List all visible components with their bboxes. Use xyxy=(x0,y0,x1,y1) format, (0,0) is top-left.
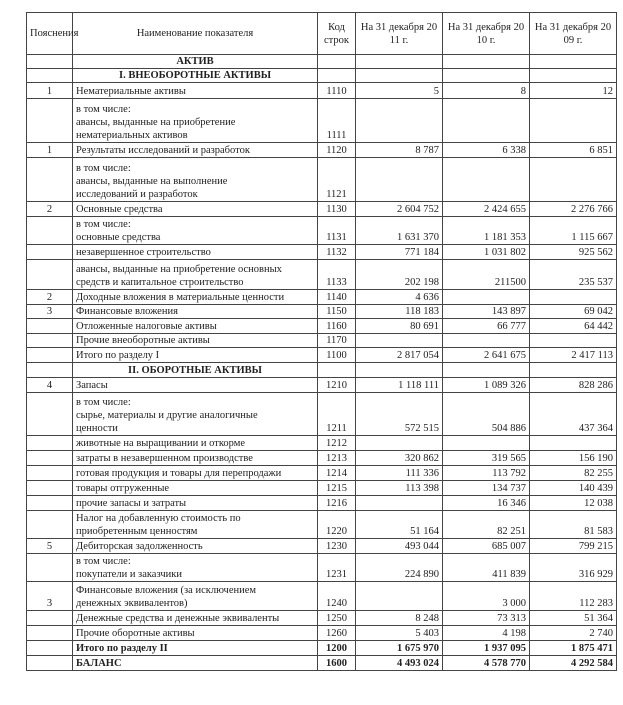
row-value-2011: 1 118 111 xyxy=(356,378,443,393)
row-name: Результаты исследований и разработок xyxy=(73,143,318,158)
row-value-2010 xyxy=(443,334,530,348)
row-name: в том числе: авансы, выданные на выполнение исследований и разработок xyxy=(73,158,318,202)
empty-cell xyxy=(530,363,617,378)
row-name: авансы, выданные на приобретение основных средств и капитальное строительство xyxy=(73,260,318,290)
row-value-2009: 2 740 xyxy=(530,626,617,641)
table-row xyxy=(27,305,617,319)
row-code: 1140 xyxy=(318,290,356,305)
row-note: 1 xyxy=(27,143,73,158)
row-name: прочие запасы и затраты xyxy=(73,496,318,511)
row-note xyxy=(27,641,73,656)
row-value-2010: 143 897 xyxy=(443,305,530,319)
row-value-2009: 316 929 xyxy=(530,554,617,582)
row-name: Прочие внеоборотные активы xyxy=(73,334,318,348)
table-row xyxy=(27,511,617,539)
table-row xyxy=(27,626,617,641)
table-row xyxy=(27,143,617,158)
row-value-2010: 82 251 xyxy=(443,511,530,539)
section-title: I. ВНЕОБОРОТНЫЕ АКТИВЫ xyxy=(73,69,318,83)
row-value-2010: 411 839 xyxy=(443,554,530,582)
table-row xyxy=(27,481,617,496)
row-value-2009: 140 439 xyxy=(530,481,617,496)
row-code: 1133 xyxy=(318,260,356,290)
row-code: 1214 xyxy=(318,466,356,481)
row-note xyxy=(27,611,73,626)
row-note xyxy=(27,466,73,481)
aktiv-heading-row xyxy=(27,55,617,69)
row-value-2011: 4 493 024 xyxy=(356,656,443,671)
table-row xyxy=(27,656,617,671)
row-code: 1213 xyxy=(318,451,356,466)
row-value-2009: 112 283 xyxy=(530,582,617,611)
row-code: 1240 xyxy=(318,582,356,611)
row-value-2010: 319 565 xyxy=(443,451,530,466)
row-name: Доходные вложения в материальные ценности xyxy=(73,290,318,305)
row-note xyxy=(27,436,73,451)
row-value-2011: 2 604 752 xyxy=(356,202,443,217)
row-code: 1600 xyxy=(318,656,356,671)
section-1-heading-row xyxy=(27,69,617,83)
table-row xyxy=(27,436,617,451)
table-row xyxy=(27,83,617,99)
row-name: в том числе: авансы, выданные на приобретение нематериальных активов xyxy=(73,99,318,143)
row-value-2011: 4 636 xyxy=(356,290,443,305)
row-name: затраты в незавершенном производстве xyxy=(73,451,318,466)
row-name: животные на выращивании и откорме xyxy=(73,436,318,451)
row-name: Основные средства xyxy=(73,202,318,217)
row-code: 1132 xyxy=(318,245,356,260)
row-note xyxy=(27,656,73,671)
row-value-2011: 771 184 xyxy=(356,245,443,260)
row-code: 1111 xyxy=(318,99,356,143)
table-row xyxy=(27,245,617,260)
balance-sheet-table xyxy=(26,12,617,671)
row-code: 1200 xyxy=(318,641,356,656)
empty-cell xyxy=(530,69,617,83)
row-value-2009: 1 115 667 xyxy=(530,217,617,245)
row-code: 1110 xyxy=(318,83,356,99)
empty-cell xyxy=(356,55,443,69)
table-row xyxy=(27,451,617,466)
row-note xyxy=(27,334,73,348)
empty-cell xyxy=(356,363,443,378)
row-value-2009: 4 292 584 xyxy=(530,656,617,671)
row-note: 2 xyxy=(27,290,73,305)
row-value-2011 xyxy=(356,496,443,511)
row-code: 1121 xyxy=(318,158,356,202)
row-code: 1216 xyxy=(318,496,356,511)
row-value-2011: 572 515 xyxy=(356,393,443,436)
row-note xyxy=(27,451,73,466)
row-value-2010: 685 007 xyxy=(443,539,530,554)
row-note xyxy=(27,260,73,290)
header-year-2010: На 31 декабря 20 10 г. xyxy=(443,13,530,55)
row-name: Нематериальные активы xyxy=(73,83,318,99)
row-name: в том числе: основные средства xyxy=(73,217,318,245)
row-code: 1120 xyxy=(318,143,356,158)
row-value-2011: 493 044 xyxy=(356,539,443,554)
row-note xyxy=(27,481,73,496)
empty-cell xyxy=(443,69,530,83)
row-note: 1 xyxy=(27,83,73,99)
row-name: Итого по разделу II xyxy=(73,641,318,656)
row-note xyxy=(27,245,73,260)
row-name: Денежные средства и денежные эквиваленты xyxy=(73,611,318,626)
row-note xyxy=(27,511,73,539)
note-cell xyxy=(27,69,73,83)
row-code: 1220 xyxy=(318,511,356,539)
table-row xyxy=(27,334,617,348)
row-name: Налог на добавленную стоимость по приобретенным ценностям xyxy=(73,511,318,539)
row-name: Финансовые вложения (за исключением денежных эквивалентов) xyxy=(73,582,318,611)
row-note xyxy=(27,496,73,511)
table-row xyxy=(27,99,617,143)
row-value-2009 xyxy=(530,334,617,348)
row-value-2009: 925 562 xyxy=(530,245,617,260)
row-value-2010: 2 424 655 xyxy=(443,202,530,217)
row-code: 1212 xyxy=(318,436,356,451)
row-value-2009: 64 442 xyxy=(530,319,617,334)
row-value-2009: 51 364 xyxy=(530,611,617,626)
table-row xyxy=(27,260,617,290)
row-value-2011: 8 787 xyxy=(356,143,443,158)
header-name: Наименование показателя xyxy=(73,13,318,55)
row-code: 1100 xyxy=(318,348,356,363)
row-note xyxy=(27,319,73,334)
table-row xyxy=(27,217,617,245)
empty-cell xyxy=(318,69,356,83)
row-value-2011 xyxy=(356,158,443,202)
row-value-2011: 8 248 xyxy=(356,611,443,626)
row-value-2011: 5 xyxy=(356,83,443,99)
row-value-2009: 235 537 xyxy=(530,260,617,290)
row-note xyxy=(27,348,73,363)
row-value-2009: 12 xyxy=(530,83,617,99)
row-note xyxy=(27,99,73,143)
row-value-2009: 828 286 xyxy=(530,378,617,393)
row-value-2011: 2 817 054 xyxy=(356,348,443,363)
row-value-2010: 66 777 xyxy=(443,319,530,334)
row-name: Итого по разделу I xyxy=(73,348,318,363)
row-note: 4 xyxy=(27,378,73,393)
row-name: товары отгруженные xyxy=(73,481,318,496)
row-value-2009 xyxy=(530,99,617,143)
section-title: II. ОБОРОТНЫЕ АКТИВЫ xyxy=(73,363,318,378)
row-value-2011: 118 183 xyxy=(356,305,443,319)
row-value-2010 xyxy=(443,436,530,451)
row-code: 1230 xyxy=(318,539,356,554)
row-value-2010: 4 198 xyxy=(443,626,530,641)
row-code: 1260 xyxy=(318,626,356,641)
table-row xyxy=(27,202,617,217)
row-name: в том числе: сырье, материалы и другие аналогичные ценности xyxy=(73,393,318,436)
row-value-2009 xyxy=(530,436,617,451)
row-code: 1215 xyxy=(318,481,356,496)
table-row xyxy=(27,496,617,511)
table-row xyxy=(27,582,617,611)
table-row xyxy=(27,319,617,334)
row-note xyxy=(27,554,73,582)
section-2-heading-row xyxy=(27,363,617,378)
row-value-2009: 2 417 113 xyxy=(530,348,617,363)
row-value-2011: 80 691 xyxy=(356,319,443,334)
row-value-2009: 799 215 xyxy=(530,539,617,554)
row-value-2009: 82 255 xyxy=(530,466,617,481)
row-code: 1131 xyxy=(318,217,356,245)
row-code: 1150 xyxy=(318,305,356,319)
header-year-2011: На 31 декабря 20 11 г. xyxy=(356,13,443,55)
row-code: 1250 xyxy=(318,611,356,626)
row-value-2011: 111 336 xyxy=(356,466,443,481)
row-value-2011: 202 198 xyxy=(356,260,443,290)
table-row xyxy=(27,466,617,481)
row-code: 1231 xyxy=(318,554,356,582)
row-value-2009: 2 276 766 xyxy=(530,202,617,217)
row-value-2009: 6 851 xyxy=(530,143,617,158)
row-name: БАЛАНС xyxy=(73,656,318,671)
empty-cell xyxy=(318,55,356,69)
row-value-2010: 1 937 095 xyxy=(443,641,530,656)
header-code: Код строк xyxy=(318,13,356,55)
row-value-2010: 3 000 xyxy=(443,582,530,611)
row-value-2010: 504 886 xyxy=(443,393,530,436)
row-value-2009: 1 875 471 xyxy=(530,641,617,656)
row-value-2010: 6 338 xyxy=(443,143,530,158)
row-note xyxy=(27,217,73,245)
row-name: Запасы xyxy=(73,378,318,393)
empty-cell xyxy=(443,55,530,69)
table-row xyxy=(27,378,617,393)
row-name: незавершенное строительство xyxy=(73,245,318,260)
row-value-2011: 51 164 xyxy=(356,511,443,539)
row-value-2010: 134 737 xyxy=(443,481,530,496)
row-note: 2 xyxy=(27,202,73,217)
row-code: 1211 xyxy=(318,393,356,436)
table-row xyxy=(27,641,617,656)
note-cell xyxy=(27,55,73,69)
row-value-2010: 1 089 326 xyxy=(443,378,530,393)
row-code: 1170 xyxy=(318,334,356,348)
row-value-2010: 113 792 xyxy=(443,466,530,481)
row-value-2011: 113 398 xyxy=(356,481,443,496)
row-value-2010: 1 181 353 xyxy=(443,217,530,245)
row-code: 1130 xyxy=(318,202,356,217)
row-note: 3 xyxy=(27,582,73,611)
row-value-2011: 320 862 xyxy=(356,451,443,466)
row-name: Дебиторская задолженность xyxy=(73,539,318,554)
row-note xyxy=(27,393,73,436)
row-value-2011: 1 675 970 xyxy=(356,641,443,656)
row-name: готовая продукция и товары для перепродажи xyxy=(73,466,318,481)
empty-cell xyxy=(443,363,530,378)
row-value-2010: 8 xyxy=(443,83,530,99)
row-value-2009 xyxy=(530,158,617,202)
row-name: Отложенные налоговые активы xyxy=(73,319,318,334)
row-value-2009: 69 042 xyxy=(530,305,617,319)
row-value-2010 xyxy=(443,290,530,305)
note-cell xyxy=(27,363,73,378)
row-value-2009: 81 583 xyxy=(530,511,617,539)
row-name: Финансовые вложения xyxy=(73,305,318,319)
row-value-2009: 156 190 xyxy=(530,451,617,466)
header-note: Пояснения xyxy=(27,13,73,55)
row-value-2010: 1 031 802 xyxy=(443,245,530,260)
section-title: АКТИВ xyxy=(73,55,318,69)
empty-cell xyxy=(318,363,356,378)
row-note xyxy=(27,626,73,641)
row-value-2009 xyxy=(530,290,617,305)
row-code: 1160 xyxy=(318,319,356,334)
row-value-2010: 4 578 770 xyxy=(443,656,530,671)
row-name: в том числе: покупатели и заказчики xyxy=(73,554,318,582)
row-value-2010: 73 313 xyxy=(443,611,530,626)
table-row xyxy=(27,554,617,582)
row-value-2009: 12 038 xyxy=(530,496,617,511)
row-note: 3 xyxy=(27,305,73,319)
table-row xyxy=(27,393,617,436)
row-note: 5 xyxy=(27,539,73,554)
empty-cell xyxy=(530,55,617,69)
table-row xyxy=(27,611,617,626)
row-name: Прочие оборотные активы xyxy=(73,626,318,641)
row-value-2011 xyxy=(356,436,443,451)
table-row xyxy=(27,158,617,202)
table-row xyxy=(27,290,617,305)
row-note xyxy=(27,158,73,202)
row-value-2010 xyxy=(443,99,530,143)
row-value-2010 xyxy=(443,158,530,202)
empty-cell xyxy=(356,69,443,83)
row-value-2010: 16 346 xyxy=(443,496,530,511)
header-row xyxy=(27,13,617,55)
table-row xyxy=(27,348,617,363)
row-value-2011 xyxy=(356,334,443,348)
row-value-2009: 437 364 xyxy=(530,393,617,436)
row-value-2010: 211500 xyxy=(443,260,530,290)
row-value-2010: 2 641 675 xyxy=(443,348,530,363)
row-value-2011: 5 403 xyxy=(356,626,443,641)
row-value-2011 xyxy=(356,582,443,611)
row-value-2011: 1 631 370 xyxy=(356,217,443,245)
table-row xyxy=(27,539,617,554)
row-value-2011: 224 890 xyxy=(356,554,443,582)
header-year-2009: На 31 декабря 20 09 г. xyxy=(530,13,617,55)
row-value-2011 xyxy=(356,99,443,143)
row-code: 1210 xyxy=(318,378,356,393)
